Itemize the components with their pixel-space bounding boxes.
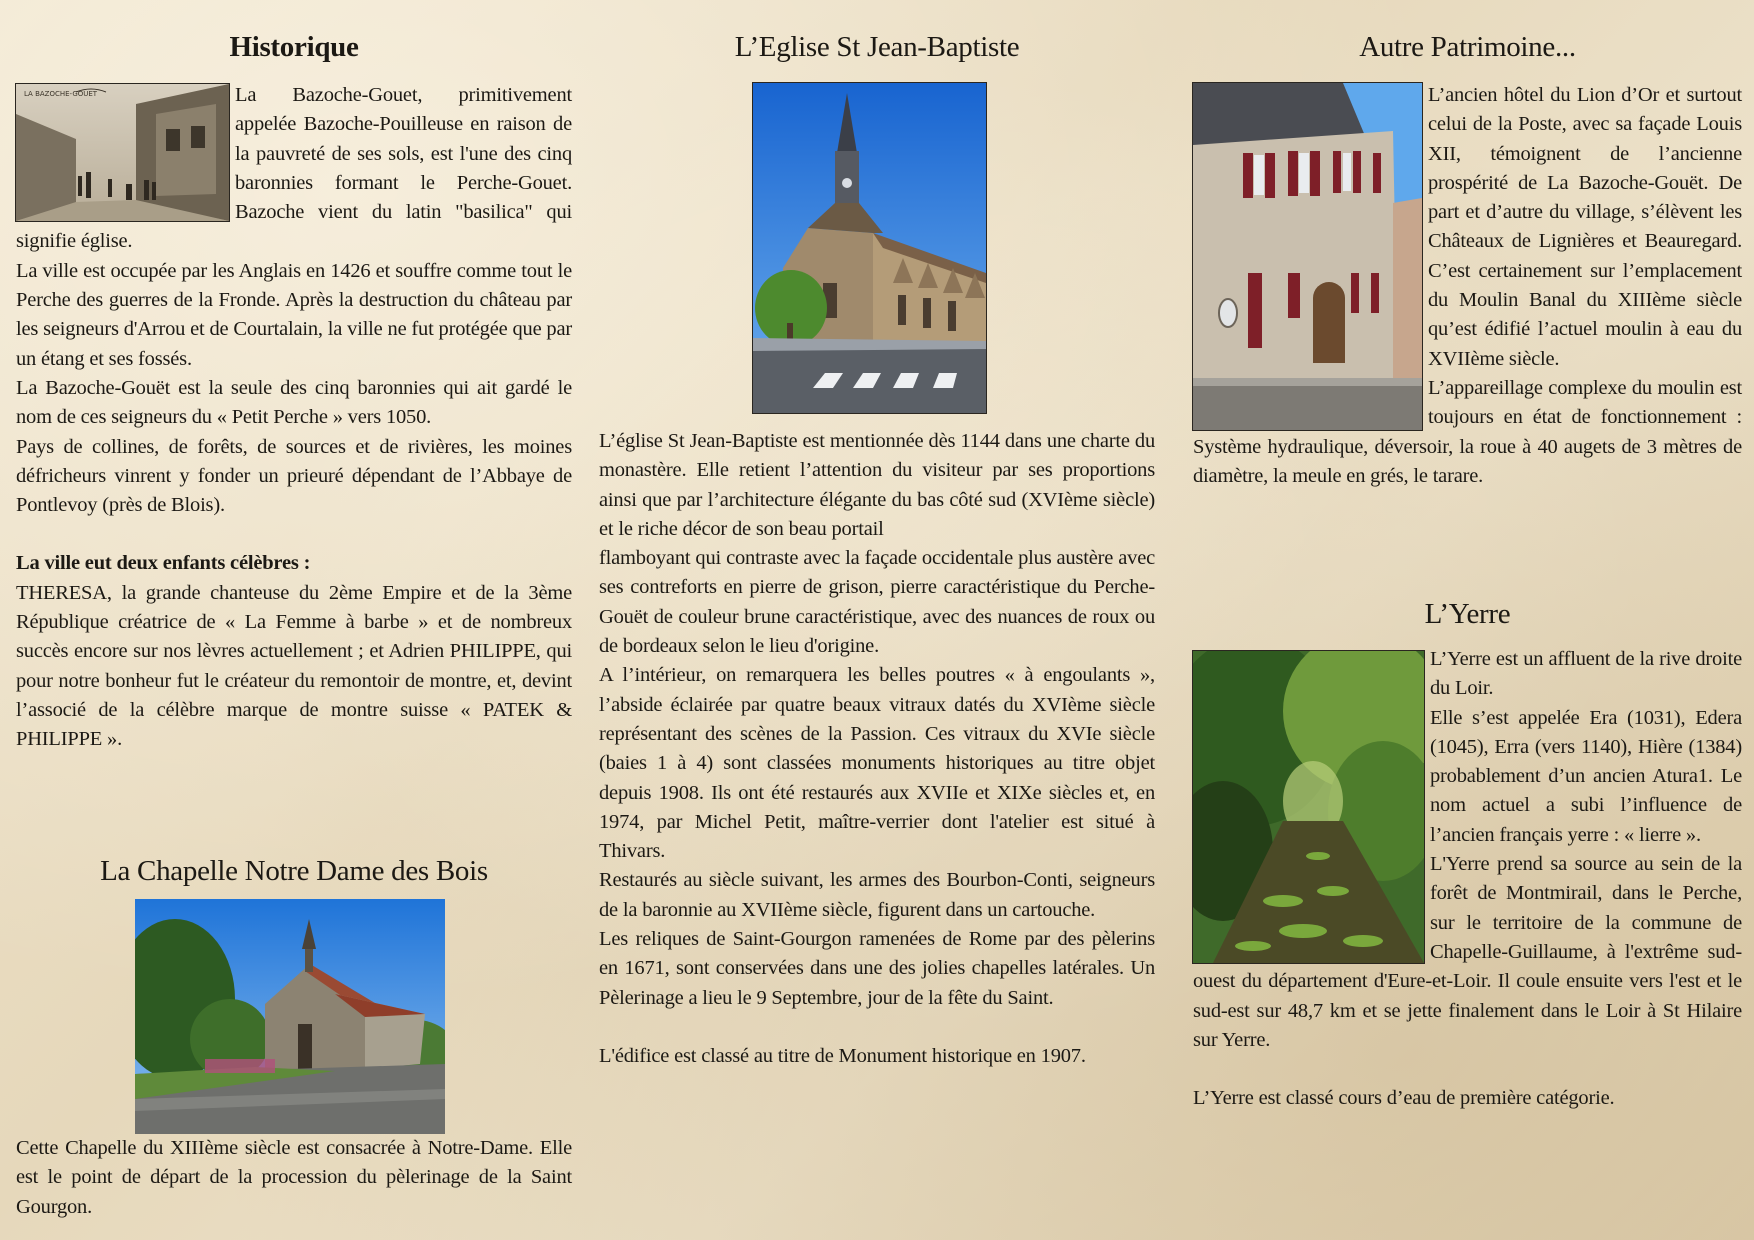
- chapelle-title: La Chapelle Notre Dame des Bois: [100, 855, 488, 887]
- svg-text:LA BAZOCHE-GOUET: LA BAZOCHE-GOUET: [24, 90, 98, 98]
- patrimoine-paragraph-2: L’appareillage complexe du moulin est toujours en état de fonctionnement : Système hydraulique, déversoir, la roue à 40 augets de 3 mètres de diamètre, la meule en grés, le tarare.: [1193, 376, 1742, 487]
- eglise-paragraph-6: L'édifice est classé au titre de Monument historique en 1907.: [599, 1044, 1086, 1067]
- patrimoine-body: [1193, 81, 1742, 491]
- historique-paragraph-1: La Bazoche-Gouet, primitivement appelée Bazoche-Pouilleuse en raison de la pauvreté de ses sols, est l'une des cinq baronnies formant le Perche-Gouet. Bazoche vient du latin "basilica" qui signifie église.: [16, 84, 572, 253]
- church-photo: [753, 83, 986, 413]
- historique-paragraph-2: La ville est occupée par les Anglais en 1426 et souffre comme tout le Perche des guerres de la Fronde. Après la destruction du château par les seigneurs d'Arrou et de Courtalain, la ville ne fut protégée que par un étang et ses fossés.: [16, 259, 572, 370]
- historique-paragraph-3: La Bazoche-Gouët est la seule des cinq baronnies qui ait gardé le nom de ces seigneurs du « Petit Perche » vers 1050.: [16, 376, 572, 429]
- celebrities-heading: La ville eut deux enfants célèbres :: [16, 552, 311, 575]
- patrimoine-title: Autre Patrimoine...: [1359, 31, 1576, 63]
- old-street-postcard-photo: [16, 84, 229, 221]
- yerre-title: L’Yerre: [1424, 598, 1511, 630]
- eglise-paragraph-5: Les reliques de Saint-Gourgon ramenées de Rome par des pèlerins en 1671, sont conservées dans une des jolies chapelles latérales. Un Pèlerinage a lieu le 9 Septembre, jour de la fête du Saint.: [599, 928, 1155, 1009]
- yerre-paragraph-1: L’Yerre est un affluent de la rive droite du Loir.: [1430, 648, 1742, 700]
- river-photo: [1193, 651, 1424, 963]
- hotel-building-photo: [1193, 83, 1422, 430]
- eglise-paragraph-4: Restaurés au siècle suivant, les armes des Bourbon-Conti, seigneurs de la baronnie au XVIIème siècle, figurent dans un cartouche.: [599, 869, 1155, 921]
- yerre-paragraph-3: L'Yerre prend sa source au sein de la forêt de Montmirail, dans le Perche, sur le territoire de la commune de Chapelle-Guillaume, à l'extrême sud-ouest du département d'Eure-et-Loir. Il coule ensuite vers l'est et le sud-est sur 48,7 km et se jette finalement dans le Loir à St Hilaire sur Yerre.: [1193, 853, 1742, 1051]
- historique-paragraph-5: THERESA, la grande chanteuse du 2ème Empire et de la 3ème République créatrice de « La Femme à barbe » et de nombreux succès encore sur nos lèvres actuellement ; et Adrien PHILIPPE, qui pour notre bonheur fut le créateur du remontoir de montre, et, devint l’associé de la célèbre marque de montre suisse « PATEK & PHILIPPE ».: [16, 581, 572, 751]
- historique-title: Historique: [229, 31, 359, 63]
- eglise-body: [599, 427, 1155, 1071]
- chapelle-text: Cette Chapelle du XIIIème siècle est consacrée à Notre-Dame. Elle est le point de départ de la procession du pèlerinage de la Saint Gourgon.: [16, 1137, 572, 1218]
- eglise-title: L’Eglise St Jean-Baptiste: [734, 31, 1020, 63]
- eglise-paragraph-2: flamboyant qui contraste avec la façade occidentale plus austère avec ses contreforts en pierre de grison, pierre caractéristique du Perche-Gouët de couleur brune caractéristique, avec des nuances de roux ou de bordeaux selon le lieu d'origine.: [599, 547, 1155, 658]
- historique-body: [16, 81, 572, 755]
- chapel-photo: [135, 899, 445, 1134]
- yerre-paragraph-2: Elle s’est appelée Era (1031), Edera (1045), Erra (vers 1140), Hière (1384) probablement d’un ancien Atura1. Le nom actuel a subi l’influence de l’ancien français yerre : « lierre ».: [1430, 706, 1742, 846]
- yerre-paragraph-4: L’Yerre est classé cours d’eau de première catégorie.: [1193, 1087, 1615, 1110]
- yerre-body: [1193, 645, 1742, 1113]
- patrimoine-paragraph-1: L’ancien hôtel du Lion d’Or et surtout celui de la Poste, avec sa façade Louis XII, témoignent de l’ancienne prospérité de La Bazoche-Gouët. De part et d’autre du village, s’élèvent les Châteaux de Lignières et Beauregard. C’est certainement sur l’emplacement du Moulin Banal du XIIIème siècle qu’est édifié l’actuel moulin à eau du XVIIème siècle.: [1428, 84, 1742, 370]
- eglise-paragraph-1: L’église St Jean-Baptiste est mentionnée dès 1144 dans une charte du monastère. Elle retient l’attention du visiteur par ses proportions ainsi que par l’architecture élégante du bas côté sud (XVIème siècle) et le riche décor de son beau portail: [599, 430, 1155, 540]
- historique-paragraph-4: Pays de collines, de forêts, de sources et de rivières, les moines défricheurs vinrent y fonder un prieuré dépendant de l’Abbaye de Pontlevoy (près de Blois).: [16, 435, 572, 517]
- eglise-paragraph-3: A l’intérieur, on remarquera les belles poutres « à engoulants », l’abside éclairée par quatre beaux vitraux datés du XVIème siècle représentant des scènes de la Passion. Ces vitraux du XVIe siècle (baies 1 à 4) sont classées monuments historiques au titre objet depuis 1908. Ils ont été restaurés aux XVIIe et XIXe siècles et, en 1974, par Michel Petit, maître-verrier dont l'atelier est situé à Thivars.: [599, 664, 1155, 863]
